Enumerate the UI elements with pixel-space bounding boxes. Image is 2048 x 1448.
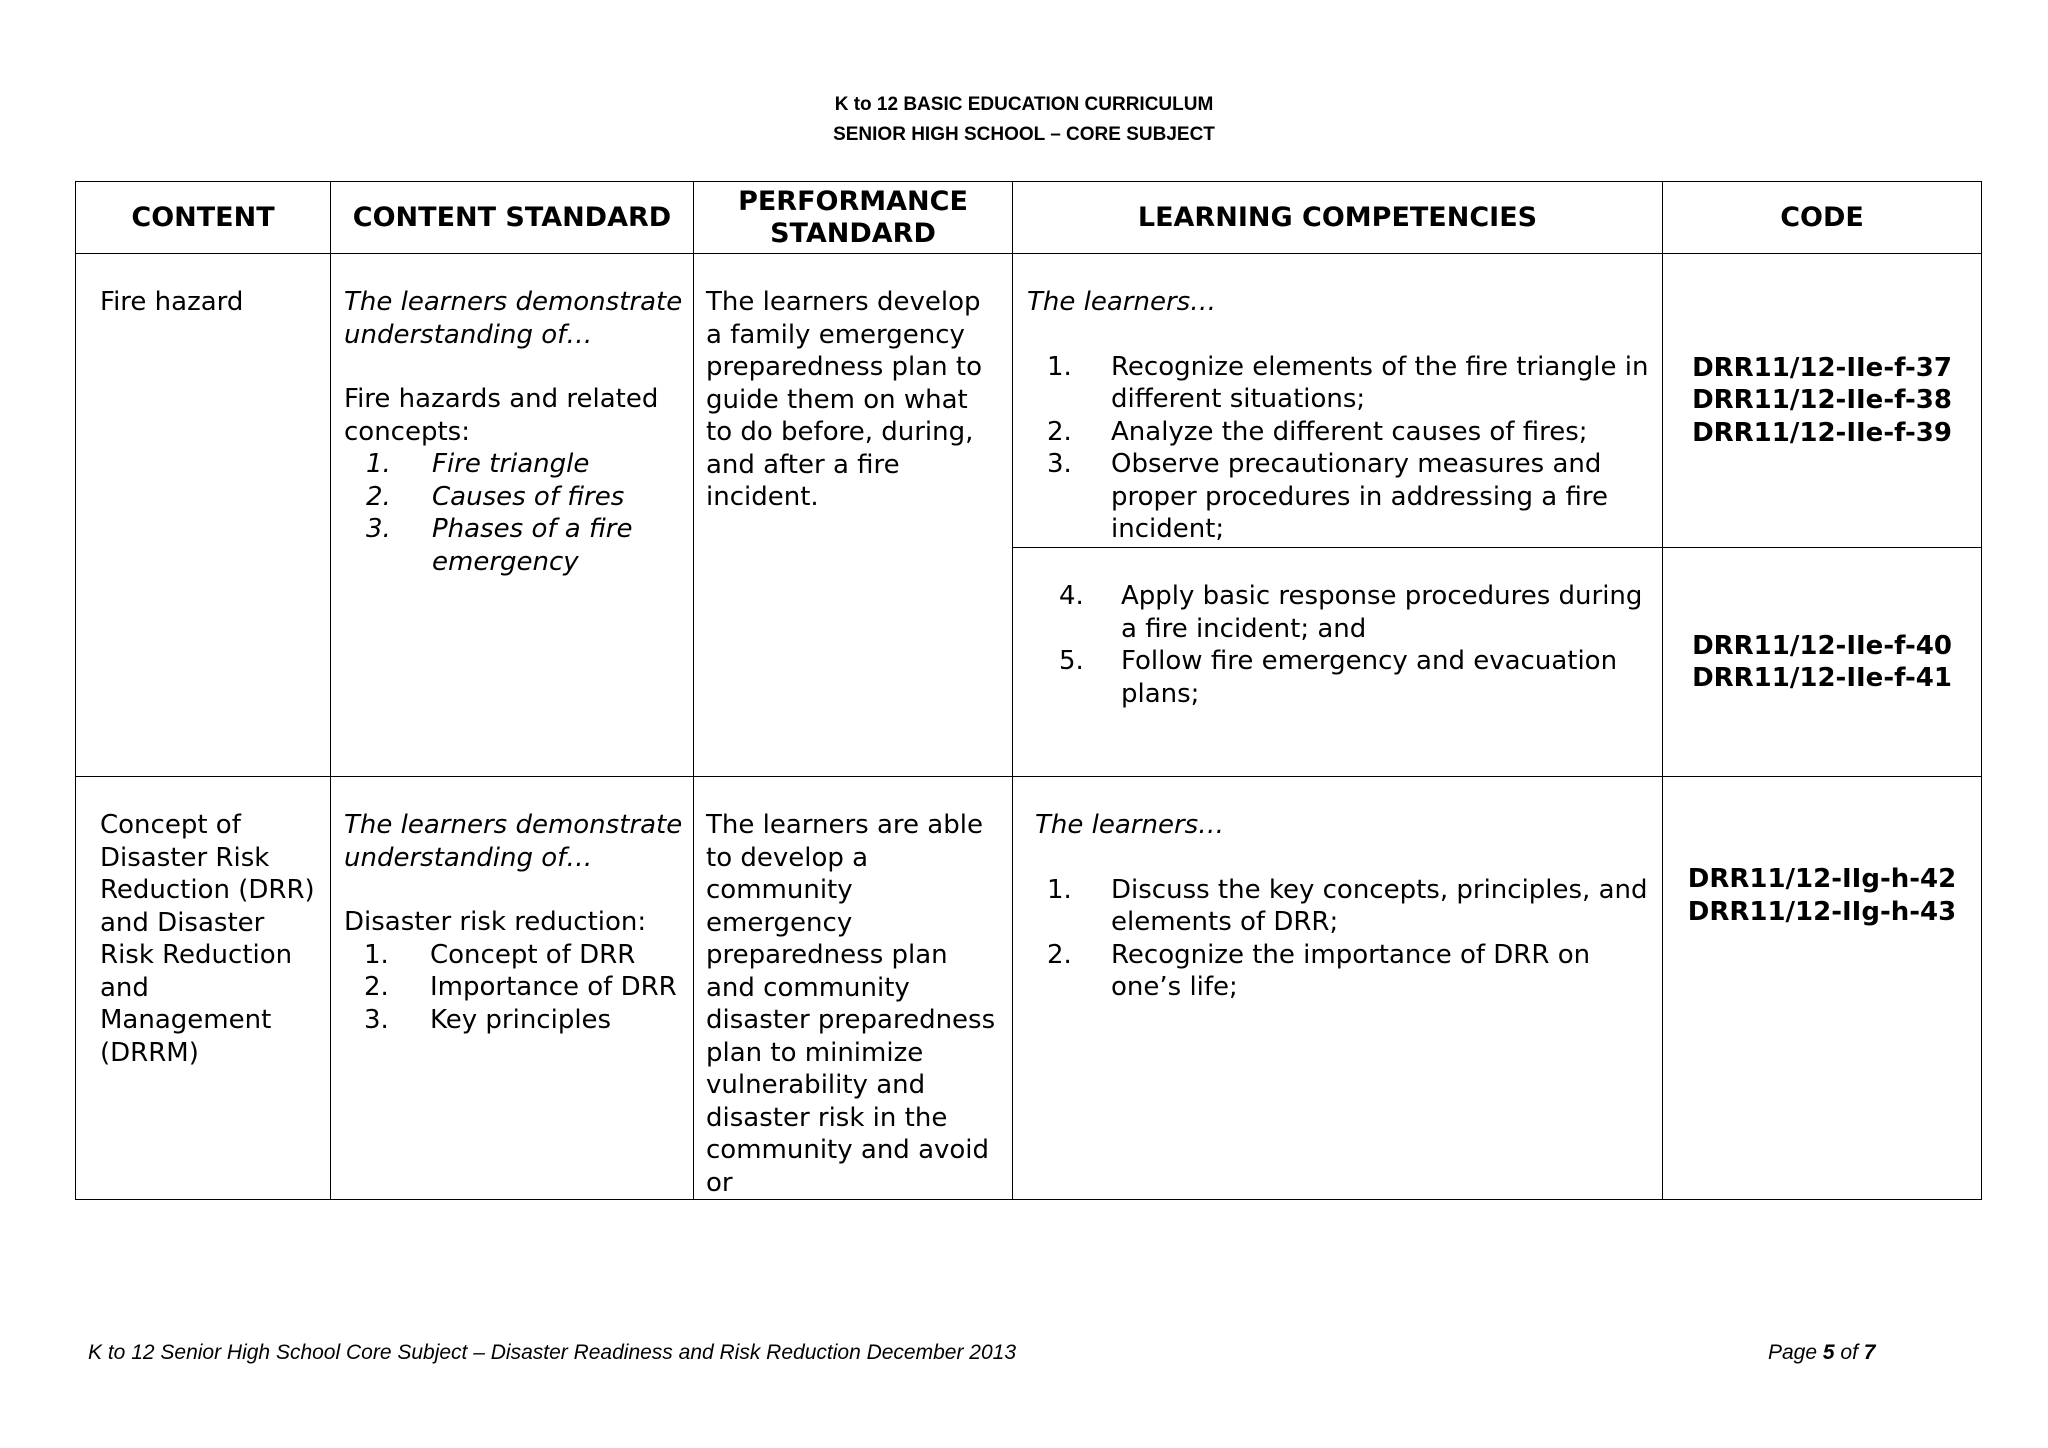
row2-codes <box>1663 777 1982 1200</box>
list-item: 1. Fire triangle <box>366 449 590 479</box>
row2-content: Concept of Disaster Risk Reduction (DRR) and Disaster Risk Reduction and Management (DRRM) <box>76 777 331 1200</box>
code-label: DRR11/12-IIe-f-38 <box>1692 385 1952 416</box>
list-item: 1. Concept of DRR <box>364 939 636 970</box>
page-header <box>0 90 2048 150</box>
code-label: DRR11/12-IIg-h-42 <box>1687 864 1957 894</box>
row1-codes-a <box>1663 254 1982 548</box>
row2-standard-list <box>344 939 683 1037</box>
list-item: 3. Observe precautionary measures and proper procedures in addressing a fire incident; <box>1047 449 1608 544</box>
row2-learning-competencies <box>1013 777 1663 1200</box>
row1-learning-competencies-a <box>1013 254 1663 548</box>
code-label: DRR11/12-IIe-f-40 <box>1692 630 1952 661</box>
list-item: 2. Importance of DRR <box>364 972 677 1002</box>
row2-content-standard <box>331 777 694 1200</box>
footer-page-current: 5 <box>1822 1341 1835 1364</box>
header-line-2: SENIOR HIGH SCHOOL – CORE SUBJECT <box>833 124 1215 145</box>
list-item: 1. Recognize elements of the fire triangle in different situations; <box>1047 351 1649 414</box>
code-label: DRR11/12-IIe-f-37 <box>1692 352 1952 383</box>
list-item: 3. Phases of a fire emergency <box>366 514 633 577</box>
table-row <box>76 777 1982 1200</box>
footer-page-word: Page <box>1768 1341 1818 1364</box>
table-header-row <box>76 182 1982 254</box>
col-header-performance-line-2: STANDARD <box>770 217 936 249</box>
col-header-content: CONTENT <box>76 182 331 254</box>
list-item: 5. Follow fire emergency and evacuation plans; <box>1059 646 1618 709</box>
row2-performance-standard: The learners are able to develop a community emergency preparedness plan and community disaster preparedness plan to minimize vulnerability and disaster risk in the community and avoid or <box>694 777 1013 1200</box>
code-label: DRR11/12-IIg-h-43 <box>1687 896 1957 927</box>
row2-standard-body: Disaster risk reduction: <box>344 907 647 937</box>
row2-standard-intro: The learners demonstrate understanding of… <box>344 810 683 873</box>
row1-lc-intro: The learners… <box>1027 287 1217 317</box>
footer-document-title: K to 12 Senior High School Core Subject – Disaster Readiness and Risk Reduction December 2013 <box>88 1341 1016 1364</box>
header-line-1: K to 12 BASIC EDUCATION CURRICULUM <box>834 94 1214 115</box>
curriculum-table <box>75 181 1982 1200</box>
footer-page-number <box>1768 1341 1875 1365</box>
row1-standard-list <box>344 448 683 578</box>
list-item: 2. Recognize the importance of DRR on one’s life; <box>1047 939 1591 1002</box>
code-label: DRR11/12-IIe-f-41 <box>1692 663 1952 693</box>
col-header-learning-competencies: LEARNING COMPETENCIES <box>1013 182 1663 254</box>
list-item: 2. Analyze the different causes of fires; <box>1047 416 1588 447</box>
row2-lc-intro: The learners… <box>1035 810 1225 840</box>
row1-lc-list-b <box>1027 580 1652 710</box>
row2-lc-list <box>1035 874 1652 1004</box>
list-item: 1. Discuss the key concepts, principles, and elements of DRR; <box>1047 874 1648 937</box>
col-header-content-standard: CONTENT STANDARD <box>331 182 694 254</box>
row1-performance-standard: The learners develop a family emergency preparedness plan to guide them on what to do before, during, and after a fire incident. <box>694 254 1013 777</box>
col-header-performance-line-1: PERFORMANCE <box>738 185 968 217</box>
col-header-performance-standard <box>694 182 1013 254</box>
row1-standard-body: Fire hazards and related concepts: <box>344 384 659 447</box>
row1-lc-list-a <box>1027 351 1652 546</box>
list-item: 4. Apply basic response procedures during a fire incident; and <box>1059 581 1643 644</box>
row1-standard-intro: The learners demonstrate understanding of… <box>344 287 683 350</box>
row1-codes-b <box>1663 548 1982 777</box>
list-item: 3. Key principles <box>364 1004 612 1035</box>
list-item: 2. Causes of fires <box>366 481 625 512</box>
footer-page-total: 7 <box>1863 1341 1876 1364</box>
code-label: DRR11/12-IIe-f-39 <box>1692 417 1952 448</box>
col-header-code: CODE <box>1663 182 1982 254</box>
table-row <box>76 254 1982 548</box>
row1-learning-competencies-b <box>1013 548 1663 777</box>
row1-content-standard <box>331 254 694 777</box>
footer-of-word: of <box>1840 1341 1858 1364</box>
row1-content: Fire hazard <box>76 254 331 777</box>
